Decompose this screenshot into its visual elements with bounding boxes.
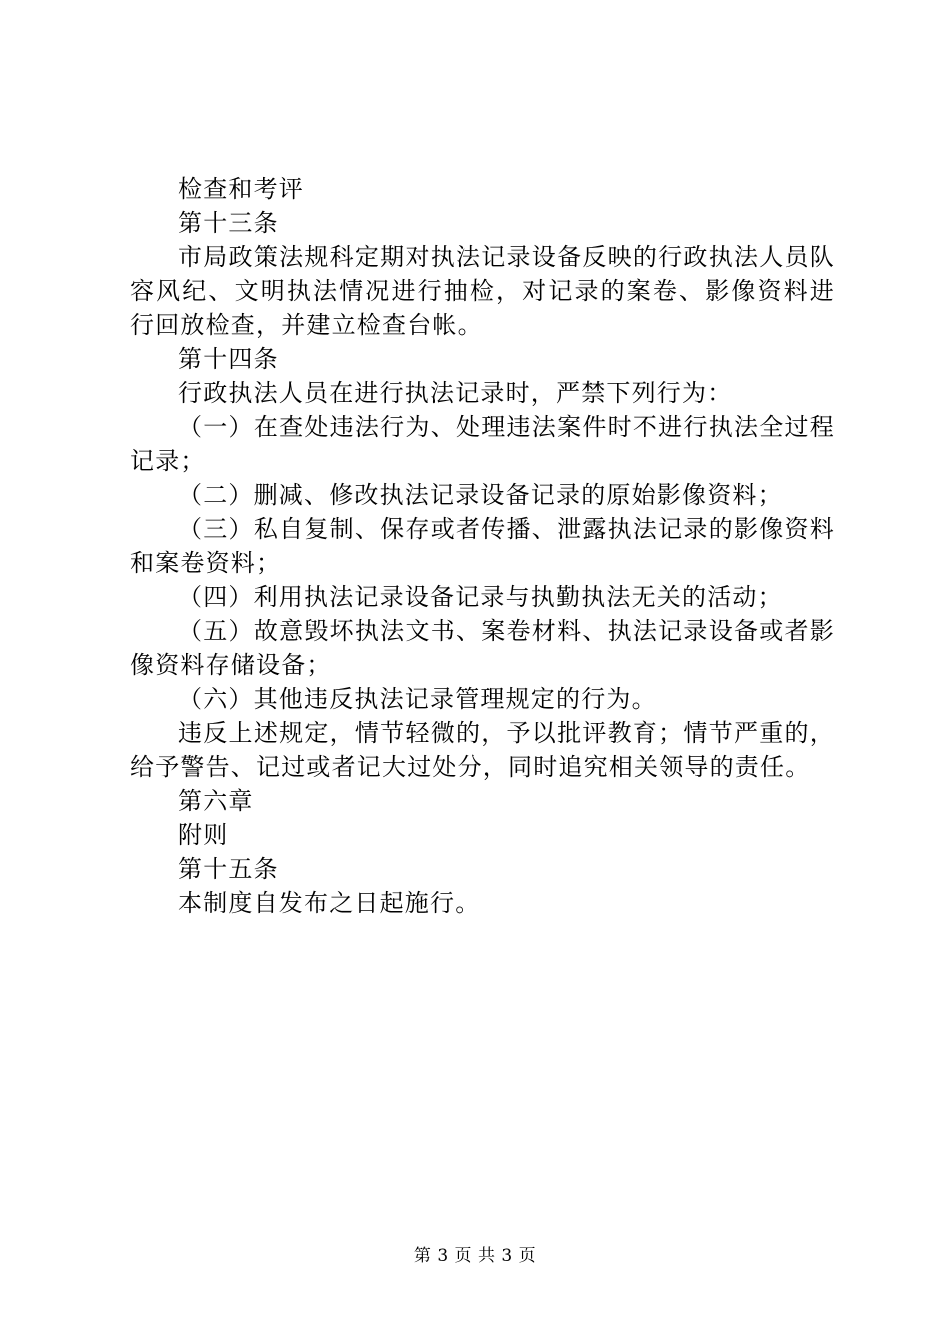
list-item: （六）其他违反执法记录管理规定的行为。 bbox=[178, 685, 657, 713]
chapter-heading: 第六章 bbox=[178, 787, 254, 815]
body-paragraph: 行政执法人员在进行执法记录时，严禁下列行为： bbox=[178, 379, 733, 407]
list-item: （一）在查处违法行为、处理违法案件时不进行执法全过程记录； bbox=[130, 413, 835, 475]
article-heading: 第十三条 bbox=[178, 209, 279, 237]
chapter-title: 附则 bbox=[178, 821, 229, 849]
body-paragraph: 本制度自发布之日起施行。 bbox=[178, 889, 481, 917]
list-item: （三）私自复制、保存或者传播、泄露执法记录的影像资料和案卷资料； bbox=[130, 515, 835, 577]
list-item: （二）删减、修改执法记录设备记录的原始影像资料； bbox=[178, 481, 783, 509]
body-paragraph: 违反上述规定，情节轻微的，予以批评教育；情节严重的，给予警告、记过或者记大过处分，同时追究相关领导的责任。 bbox=[130, 719, 835, 781]
document-body bbox=[130, 172, 835, 920]
article-heading: 第十五条 bbox=[178, 855, 279, 883]
section-heading: 检查和考评 bbox=[178, 175, 304, 203]
article-heading: 第十四条 bbox=[178, 345, 279, 373]
list-item: （五）故意毁坏执法文书、案卷材料、执法记录设备或者影像资料存储设备； bbox=[130, 617, 835, 679]
body-paragraph: 市局政策法规科定期对执法记录设备反映的行政执法人员队容风纪、文明执法情况进行抽检，对记录的案卷、影像资料进行回放检查，并建立检查台帐。 bbox=[130, 243, 835, 339]
page-number-footer: 第 3 页 共 3 页 bbox=[413, 1246, 537, 1266]
list-item: （四）利用执法记录设备记录与执勤执法无关的活动； bbox=[178, 583, 783, 611]
